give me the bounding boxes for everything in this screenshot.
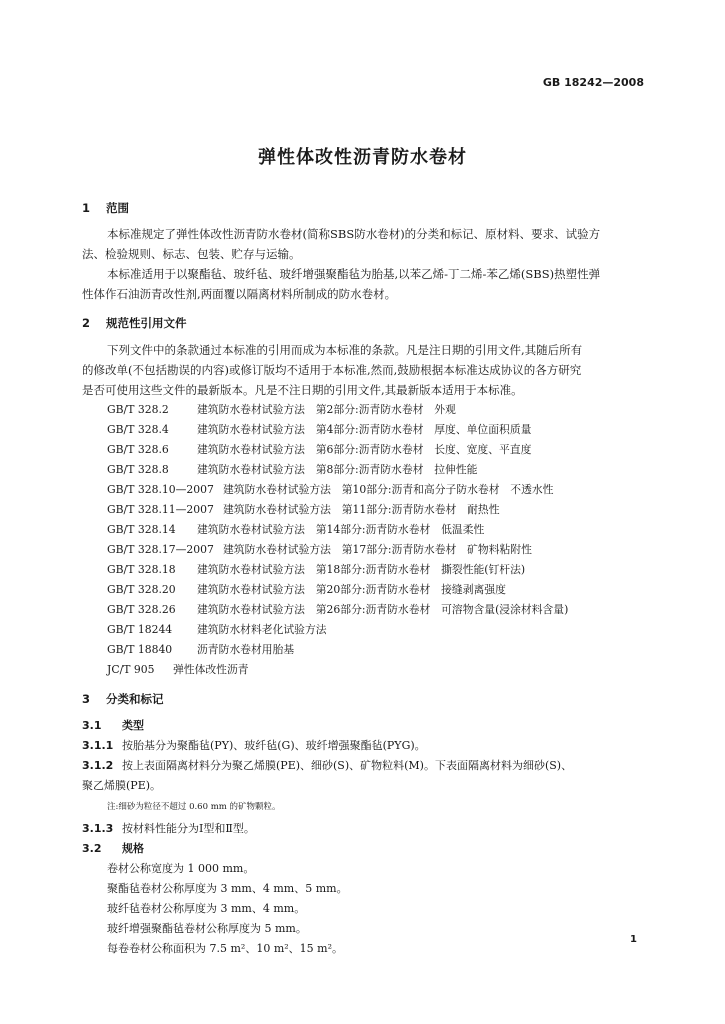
reference-item [107, 502, 500, 517]
reference-item [107, 482, 553, 497]
document-title: 弹性体改性沥青防水卷材 [258, 147, 467, 168]
note: 注:细砂为粒径不超过 0.60 mm 的矿物颗粒。 [107, 802, 281, 812]
subsection-number: 3.2 [82, 842, 102, 855]
reference-title: 弹性体改性沥青 [173, 663, 249, 676]
reference-code: GB/T 18244 [107, 623, 173, 636]
section-number: 3 [82, 692, 91, 706]
paragraph-line: 聚乙烯膜(PE)。 [82, 779, 162, 792]
clause-3-1-1 [82, 737, 426, 753]
reference-code: GB/T 328.14 [107, 523, 176, 536]
paragraph-line: 是否可使用这些文件的最新版本。凡是不注日期的引用文件,其最新版本适用于本标准。 [82, 383, 523, 397]
reference-item [107, 602, 568, 617]
reference-title: 建筑防水卷材试验方法 第2部分:沥青防水卷材 外观 [197, 403, 456, 416]
spec-line: 每卷卷材公称面积为 7.5 m²、10 m²、15 m²。 [107, 942, 343, 955]
standard-number: GB 18242—2008 [542, 76, 644, 89]
spec-line: 卷材公称宽度为 1 000 mm。 [107, 862, 255, 875]
reference-code: GB/T 328.11—2007 [107, 503, 214, 516]
reference-title: 建筑防水卷材试验方法 第6部分:沥青防水卷材 长度、宽度、平直度 [197, 443, 532, 456]
subsection-3-2-heading [82, 840, 144, 856]
reference-item [107, 422, 531, 437]
reference-item [107, 462, 477, 477]
reference-code: GB/T 328.2 [107, 403, 169, 416]
paragraph-line: 本标准规定了弹性体改性沥青防水卷材(简称SBS防水卷材)的分类和标记、原材料、要求、试验方 [107, 227, 601, 241]
paragraph-line: 的修改单(不包括勘误的内容)或修订版均不适用于本标准,然而,鼓励根据本标准达成协议的各方研究 [82, 363, 582, 377]
reference-title: 建筑防水卷材试验方法 第17部分:沥青防水卷材 矿物料粘附性 [223, 543, 532, 556]
subsection-number: 3.1 [82, 719, 102, 732]
clause-number: 3.1.3 [82, 822, 114, 835]
reference-code: JC/T 905 [107, 663, 155, 676]
section-2-heading [82, 315, 187, 331]
reference-item [107, 442, 531, 457]
section-number: 2 [82, 316, 91, 330]
section-number: 1 [82, 201, 91, 215]
page-number: 1 [630, 934, 637, 945]
reference-item [107, 642, 294, 657]
paragraph-line: 下列文件中的条款通过本标准的引用而成为本标准的条款。凡是注日期的引用文件,其随后所有 [107, 343, 583, 357]
reference-title: 建筑防水卷材试验方法 第14部分:沥青防水卷材 低温柔性 [197, 523, 485, 536]
clause-3-1-3 [82, 820, 255, 836]
reference-code: GB/T 328.8 [107, 463, 169, 476]
reference-item [107, 542, 532, 557]
reference-item [107, 522, 484, 537]
subsection-3-1-heading [82, 717, 144, 733]
paragraph-line: 法、检验规则、标志、包装、贮存与运输。 [82, 247, 301, 261]
reference-code: GB/T 328.4 [107, 423, 169, 436]
reference-item [107, 662, 249, 677]
reference-title: 建筑防水卷材试验方法 第10部分:沥青和高分子防水卷材 不透水性 [223, 483, 554, 496]
reference-title: 建筑防水卷材试验方法 第4部分:沥青防水卷材 厚度、单位面积质量 [197, 423, 532, 436]
reference-code: GB/T 328.26 [107, 603, 176, 616]
reference-code: GB/T 328.18 [107, 563, 176, 576]
clause-text: 按胎基分为聚酯毡(PY)、玻纤毡(G)、玻纤增强聚酯毡(PYG)。 [122, 739, 426, 752]
clause-text: 按材料性能分为Ⅰ型和Ⅱ型。 [122, 822, 255, 835]
spec-line: 玻纤毡卷材公称厚度为 3 mm、4 mm。 [107, 902, 306, 915]
reference-title: 建筑防水卷材试验方法 第26部分:沥青防水卷材 可溶物含量(浸涂材料含量) [197, 603, 569, 616]
spec-line: 玻纤增强聚酯毡卷材公称厚度为 5 mm。 [107, 922, 307, 935]
reference-item [107, 562, 525, 577]
clause-3-1-2 [82, 757, 572, 773]
reference-title: 建筑防水材料老化试验方法 [197, 623, 327, 636]
spec-line: 聚酯毡卷材公称厚度为 3 mm、4 mm、5 mm。 [107, 882, 348, 895]
reference-item [107, 582, 506, 597]
section-3-heading [82, 691, 164, 707]
reference-code: GB/T 328.6 [107, 443, 169, 456]
reference-title: 建筑防水卷材试验方法 第11部分:沥青防水卷材 耐热性 [223, 503, 500, 516]
subsection-title: 类型 [122, 719, 144, 732]
reference-title: 建筑防水卷材试验方法 第20部分:沥青防水卷材 接缝剥离强度 [197, 583, 506, 596]
reference-item [107, 622, 327, 637]
reference-title: 沥青防水卷材用胎基 [197, 643, 295, 656]
reference-title: 建筑防水卷材试验方法 第8部分:沥青防水卷材 拉伸性能 [197, 463, 478, 476]
section-title: 范围 [106, 201, 129, 215]
paragraph-line: 性体作石油沥青改性剂,两面覆以隔离材料所制成的防水卷材。 [82, 287, 397, 301]
reference-title: 建筑防水卷材试验方法 第18部分:沥青防水卷材 撕裂性能(钉杆法) [197, 563, 526, 576]
paragraph-line: 本标准适用于以聚酯毡、玻纤毡、玻纤增强聚酯毡为胎基,以苯乙烯-丁二烯-苯乙烯(SBS)热塑性弹 [107, 267, 601, 281]
clause-number: 3.1.1 [82, 739, 114, 752]
clause-text: 按上表面隔离材料分为聚乙烯膜(PE)、细砂(S)、矿物粒料(M)。下表面隔离材料为细砂(S)、 [122, 759, 573, 772]
clause-number: 3.1.2 [82, 759, 114, 772]
reference-code: GB/T 328.17—2007 [107, 543, 214, 556]
subsection-title: 规格 [122, 842, 144, 855]
reference-code: GB/T 18840 [107, 643, 173, 656]
reference-item [107, 402, 456, 417]
section-title: 规范性引用文件 [106, 316, 187, 330]
reference-code: GB/T 328.20 [107, 583, 176, 596]
section-1-heading [82, 200, 129, 216]
reference-code: GB/T 328.10—2007 [107, 483, 214, 496]
section-title: 分类和标记 [106, 692, 164, 706]
